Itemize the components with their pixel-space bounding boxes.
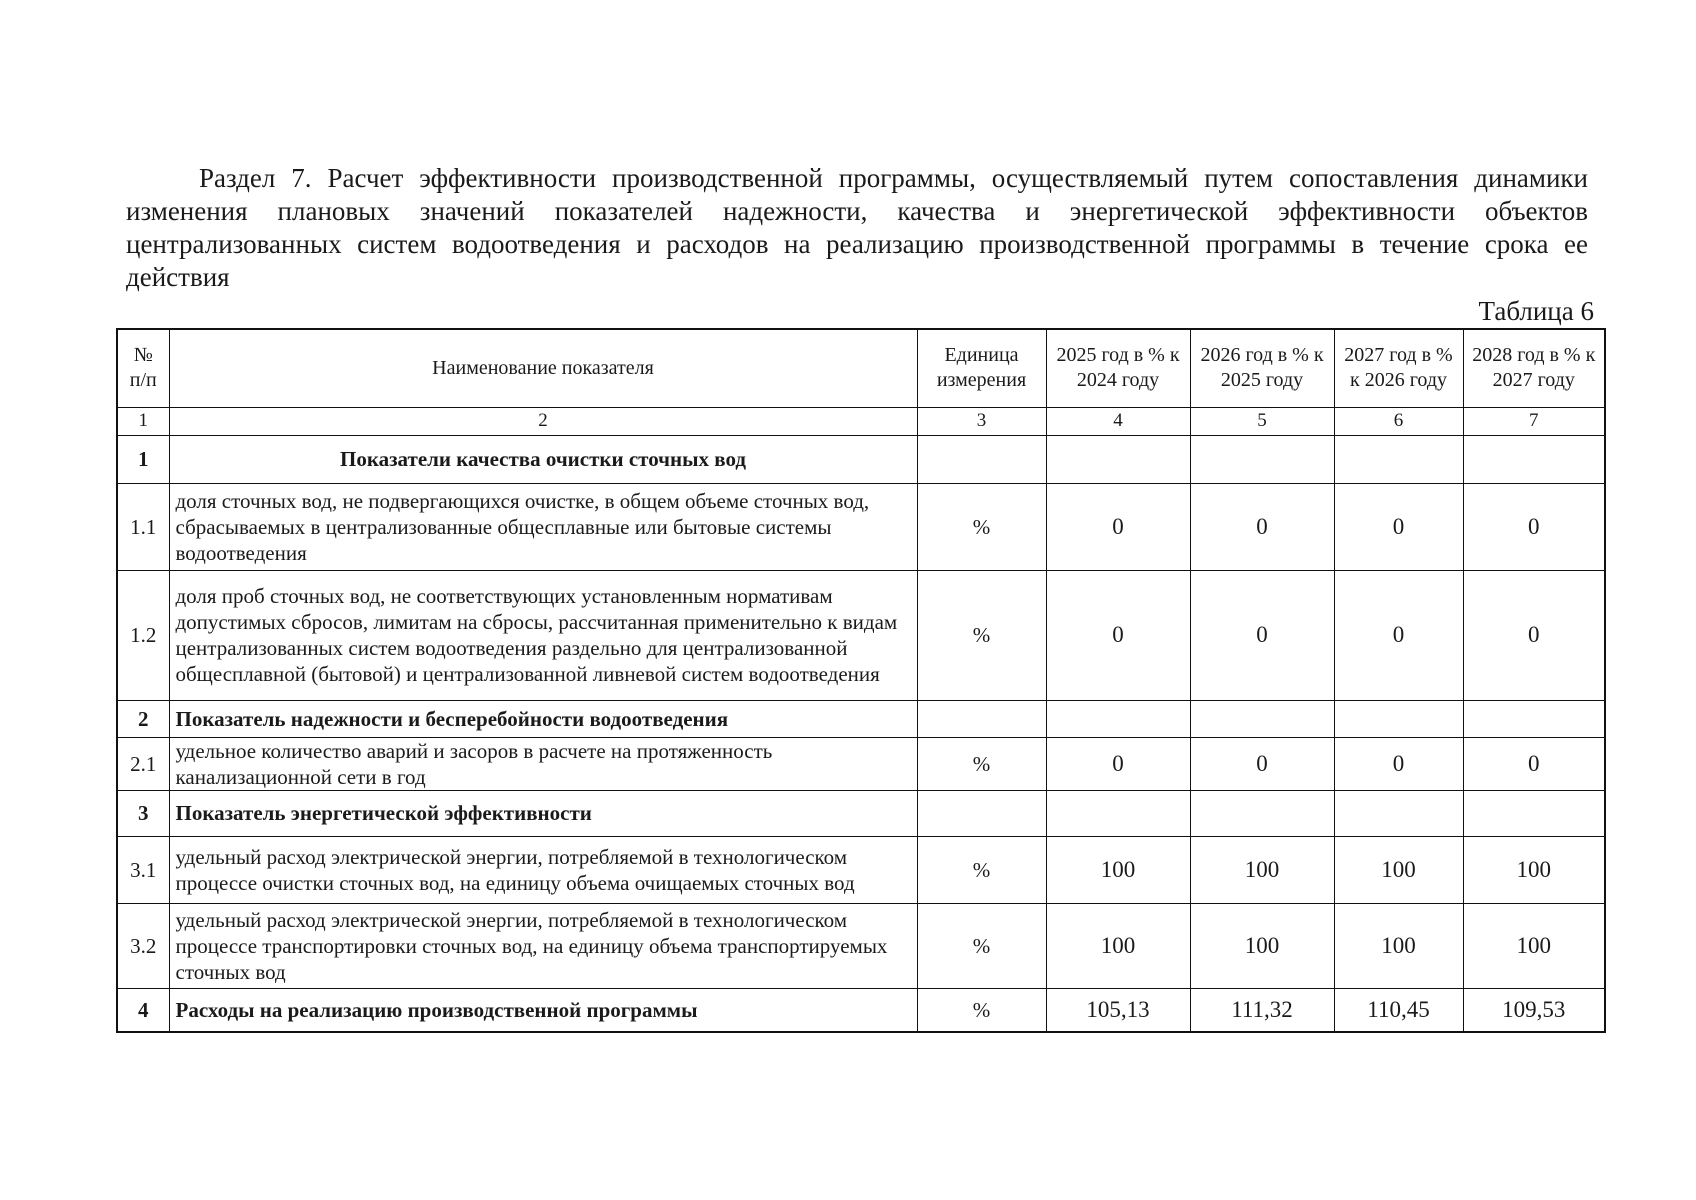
row-unit: % [917, 903, 1046, 988]
row-name: удельный расход электрической энергии, потребляемой в технологическом процессе транспортировки сточных вод, на единицу объема транспортируемых сточных вод [169, 903, 917, 988]
value-2027: 100 [1334, 903, 1463, 988]
row-name: Показатель энергетической эффективности [169, 790, 917, 836]
header-name: Наименование показателя [169, 329, 917, 407]
value-2025: 105,13 [1046, 988, 1190, 1032]
value-2025: 0 [1046, 483, 1190, 570]
column-number: 7 [1463, 407, 1605, 435]
value-2028: 109,53 [1463, 988, 1605, 1032]
row-unit [917, 435, 1046, 483]
value-2026: 100 [1190, 836, 1334, 903]
table-row-section [117, 435, 1605, 483]
value-2026: 0 [1190, 483, 1334, 570]
value-2028 [1463, 435, 1605, 483]
value-2025: 100 [1046, 903, 1190, 988]
value-2028: 100 [1463, 903, 1605, 988]
value-2027: 110,45 [1334, 988, 1463, 1032]
row-name: Показатель надежности и бесперебойности водоотведения [169, 700, 917, 737]
value-2025: 0 [1046, 570, 1190, 700]
header-2025: 2025 год в % к 2024 году [1046, 329, 1190, 407]
row-name: удельное количество аварий и засоров в расчете на протяженность канализационной сети в год [169, 737, 917, 790]
row-number: 3.2 [117, 903, 169, 988]
value-2028: 0 [1463, 737, 1605, 790]
column-number: 5 [1190, 407, 1334, 435]
table-label: Таблица 6 [1478, 296, 1594, 326]
row-unit: % [917, 737, 1046, 790]
row-name: Показатели качества очистки сточных вод [169, 435, 917, 483]
value-2027: 100 [1334, 836, 1463, 903]
value-2027 [1334, 790, 1463, 836]
value-2026 [1190, 790, 1334, 836]
header-2028: 2028 год в % к 2027 году [1463, 329, 1605, 407]
value-2027 [1334, 700, 1463, 737]
value-2027: 0 [1334, 737, 1463, 790]
table-row-section [117, 790, 1605, 836]
value-2025: 100 [1046, 836, 1190, 903]
row-name: Расходы на реализацию производственной программы [169, 988, 917, 1032]
row-name: доля сточных вод, не подвергающихся очистке, в общем объеме сточных вод, сбрасываемых в централизованные общесплавные или бытовые системы водоотведения [169, 483, 917, 570]
column-number: 2 [169, 407, 917, 435]
value-2027 [1334, 435, 1463, 483]
value-2028: 100 [1463, 836, 1605, 903]
column-number: 6 [1334, 407, 1463, 435]
header-2027: 2027 год в % к 2026 году [1334, 329, 1463, 407]
row-number: 3.1 [117, 836, 169, 903]
table-row-section [117, 700, 1605, 737]
table-row [117, 836, 1605, 903]
value-2026 [1190, 435, 1334, 483]
row-number: 1.1 [117, 483, 169, 570]
value-2025 [1046, 790, 1190, 836]
value-2027: 0 [1334, 483, 1463, 570]
row-number: 2.1 [117, 737, 169, 790]
indicators-table [116, 328, 1606, 1033]
row-number: 4 [117, 988, 169, 1032]
value-2026: 111,32 [1190, 988, 1334, 1032]
row-unit: % [917, 836, 1046, 903]
header-2026: 2026 год в % к 2025 году [1190, 329, 1334, 407]
row-unit: % [917, 988, 1046, 1032]
value-2025 [1046, 435, 1190, 483]
column-number: 1 [117, 407, 169, 435]
row-name: удельный расход электрической энергии, потребляемой в технологическом процессе очистки сточных вод, на единицу объема очищаемых сточных вод [169, 836, 917, 903]
column-number: 4 [1046, 407, 1190, 435]
value-2025 [1046, 700, 1190, 737]
section-heading: Раздел 7. Расчет эффективности производственной программы, осуществляемый путем сопоставления динамики изменения плановых значений показателей надежности, качества и энергетической эффективности объектов централизованных систем водоотведения и расходов на реализацию производственной программы в течение срока ее действия [126, 163, 1588, 292]
row-unit: % [917, 570, 1046, 700]
value-2026 [1190, 700, 1334, 737]
value-2028: 0 [1463, 483, 1605, 570]
value-2026: 0 [1190, 570, 1334, 700]
header-unit: Единица измерения [917, 329, 1046, 407]
header-no: № п/п [117, 329, 169, 407]
row-unit [917, 790, 1046, 836]
table-row-total [117, 988, 1605, 1032]
table-row [117, 737, 1605, 790]
row-number: 2 [117, 700, 169, 737]
table-header-row [117, 329, 1605, 407]
column-numbers-row [117, 407, 1605, 435]
row-number: 1.2 [117, 570, 169, 700]
value-2027: 0 [1334, 570, 1463, 700]
row-name: доля проб сточных вод, не соответствующих установленным нормативам допустимых сбросов, лимитам на сбросы, рассчитанная применительно к видам централизованных систем водоотведения раздельно для централизованной общесплавной (бытовой) и централизованной ливневой систем водоотведения [169, 570, 917, 700]
value-2028 [1463, 700, 1605, 737]
table-row [117, 570, 1605, 700]
table-row [117, 903, 1605, 988]
value-2025: 0 [1046, 737, 1190, 790]
value-2026: 100 [1190, 903, 1334, 988]
row-number: 1 [117, 435, 169, 483]
table-row [117, 483, 1605, 570]
row-unit: % [917, 483, 1046, 570]
row-unit [917, 700, 1046, 737]
value-2028: 0 [1463, 570, 1605, 700]
row-number: 3 [117, 790, 169, 836]
column-number: 3 [917, 407, 1046, 435]
value-2028 [1463, 790, 1605, 836]
value-2026: 0 [1190, 737, 1334, 790]
